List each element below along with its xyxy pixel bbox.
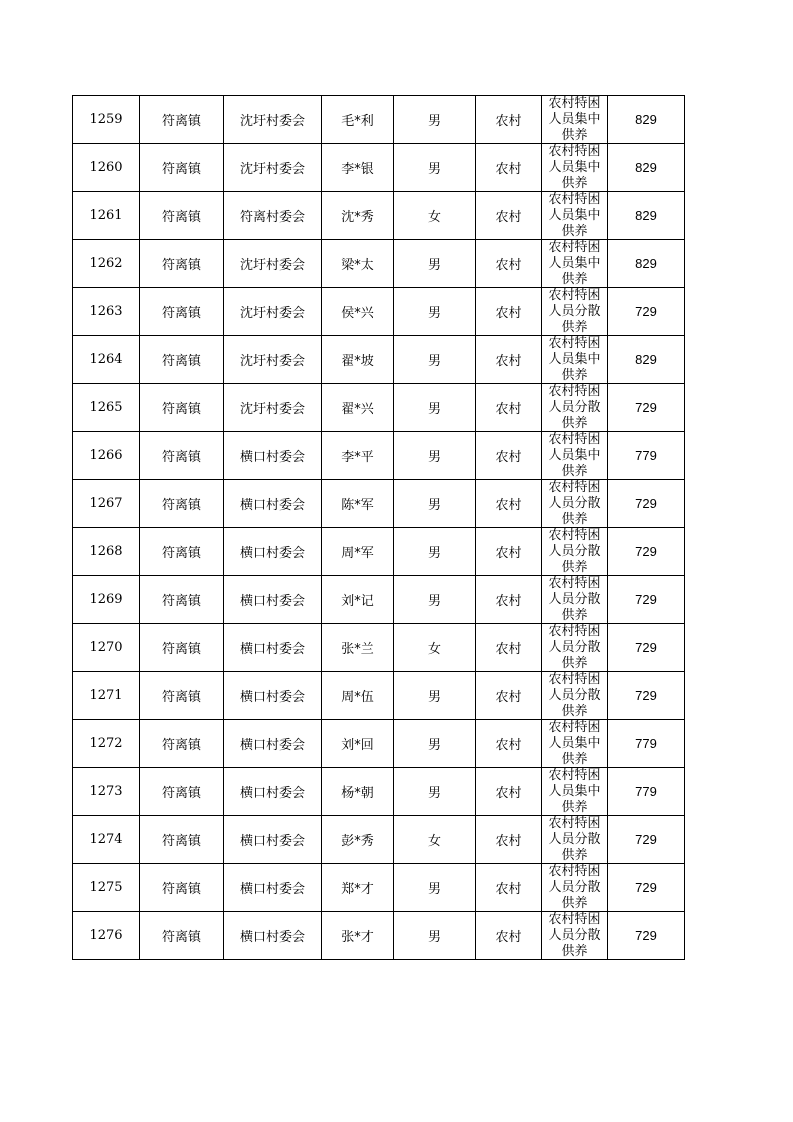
support-category-text: 农村特困人员集中供养 [548, 240, 601, 287]
area-type-cell: 农村 [476, 528, 542, 576]
support-category-text: 农村特困人员分散供养 [548, 576, 601, 623]
support-category-cell [542, 480, 608, 528]
person-name-cell: 彭*秀 [322, 816, 394, 864]
village-committee-cell: 横口村委会 [224, 768, 322, 816]
support-category-cell [542, 672, 608, 720]
gender-cell: 男 [394, 384, 476, 432]
support-category-cell [542, 240, 608, 288]
town-cell: 符离镇 [140, 480, 224, 528]
amount-cell: 829 [608, 240, 685, 288]
table-row [73, 192, 685, 240]
amount-cell: 779 [608, 720, 685, 768]
amount-cell: 729 [608, 624, 685, 672]
table-row [73, 720, 685, 768]
amount-cell: 829 [608, 144, 685, 192]
town-cell: 符离镇 [140, 96, 224, 144]
village-committee-cell: 横口村委会 [224, 672, 322, 720]
table-row [73, 912, 685, 960]
area-type-cell: 农村 [476, 816, 542, 864]
village-committee-cell: 横口村委会 [224, 720, 322, 768]
support-category-cell [542, 528, 608, 576]
support-category-cell [542, 624, 608, 672]
area-type-cell: 农村 [476, 624, 542, 672]
village-committee-cell: 沈圩村委会 [224, 288, 322, 336]
town-cell: 符离镇 [140, 672, 224, 720]
support-category-text: 农村特困人员分散供养 [548, 672, 601, 719]
person-name-cell: 毛*利 [322, 96, 394, 144]
area-type-cell: 农村 [476, 96, 542, 144]
area-type-cell: 农村 [476, 384, 542, 432]
table-row [73, 576, 685, 624]
support-category-cell [542, 864, 608, 912]
area-type-cell: 农村 [476, 240, 542, 288]
support-category-cell [542, 576, 608, 624]
serial-number-cell: 1276 [73, 912, 140, 960]
support-category-cell [542, 384, 608, 432]
amount-cell: 729 [608, 288, 685, 336]
support-category-cell [542, 96, 608, 144]
town-cell: 符离镇 [140, 240, 224, 288]
support-category-cell [542, 144, 608, 192]
village-committee-cell: 沈圩村委会 [224, 96, 322, 144]
person-name-cell: 周*军 [322, 528, 394, 576]
table-row [73, 432, 685, 480]
village-committee-cell: 横口村委会 [224, 624, 322, 672]
table-row [73, 384, 685, 432]
table-row [73, 768, 685, 816]
serial-number-cell: 1268 [73, 528, 140, 576]
area-type-cell: 农村 [476, 864, 542, 912]
serial-number-cell: 1263 [73, 288, 140, 336]
village-committee-cell: 横口村委会 [224, 432, 322, 480]
gender-cell: 男 [394, 432, 476, 480]
amount-cell: 729 [608, 912, 685, 960]
village-committee-cell: 沈圩村委会 [224, 240, 322, 288]
gender-cell: 男 [394, 288, 476, 336]
amount-cell: 729 [608, 480, 685, 528]
support-category-cell [542, 288, 608, 336]
person-name-cell: 刘*记 [322, 576, 394, 624]
village-committee-cell: 横口村委会 [224, 816, 322, 864]
gender-cell: 男 [394, 528, 476, 576]
person-name-cell: 翟*坡 [322, 336, 394, 384]
serial-number-cell: 1275 [73, 864, 140, 912]
table-row [73, 624, 685, 672]
serial-number-cell: 1272 [73, 720, 140, 768]
person-name-cell: 周*伍 [322, 672, 394, 720]
village-committee-cell: 沈圩村委会 [224, 144, 322, 192]
area-type-cell: 农村 [476, 432, 542, 480]
serial-number-cell: 1260 [73, 144, 140, 192]
person-name-cell: 杨*朝 [322, 768, 394, 816]
serial-number-cell: 1264 [73, 336, 140, 384]
village-committee-cell: 横口村委会 [224, 864, 322, 912]
person-name-cell: 刘*回 [322, 720, 394, 768]
support-category-text: 农村特困人员集中供养 [548, 336, 601, 383]
support-category-text: 农村特困人员分散供养 [548, 480, 601, 527]
table-body [73, 96, 685, 960]
village-committee-cell: 横口村委会 [224, 576, 322, 624]
gender-cell: 男 [394, 720, 476, 768]
town-cell: 符离镇 [140, 864, 224, 912]
support-category-text: 农村特困人员分散供养 [548, 528, 601, 575]
amount-cell: 779 [608, 432, 685, 480]
amount-cell: 729 [608, 672, 685, 720]
person-name-cell: 侯*兴 [322, 288, 394, 336]
village-committee-cell: 沈圩村委会 [224, 336, 322, 384]
village-committee-cell: 横口村委会 [224, 480, 322, 528]
town-cell: 符离镇 [140, 624, 224, 672]
document-sheet [72, 95, 685, 960]
support-category-cell [542, 912, 608, 960]
person-name-cell: 张*兰 [322, 624, 394, 672]
amount-cell: 829 [608, 336, 685, 384]
gender-cell: 男 [394, 144, 476, 192]
area-type-cell: 农村 [476, 192, 542, 240]
support-category-text: 农村特困人员分散供养 [548, 864, 601, 911]
serial-number-cell: 1270 [73, 624, 140, 672]
serial-number-cell: 1271 [73, 672, 140, 720]
amount-cell: 729 [608, 528, 685, 576]
town-cell: 符离镇 [140, 336, 224, 384]
table-row [73, 480, 685, 528]
table-row [73, 672, 685, 720]
support-category-cell [542, 816, 608, 864]
gender-cell: 男 [394, 96, 476, 144]
area-type-cell: 农村 [476, 768, 542, 816]
serial-number-cell: 1266 [73, 432, 140, 480]
person-name-cell: 郑*才 [322, 864, 394, 912]
amount-cell: 729 [608, 864, 685, 912]
gender-cell: 男 [394, 576, 476, 624]
support-category-text: 农村特困人员分散供养 [548, 912, 601, 959]
area-type-cell: 农村 [476, 720, 542, 768]
town-cell: 符离镇 [140, 576, 224, 624]
person-name-cell: 沈*秀 [322, 192, 394, 240]
gender-cell: 女 [394, 624, 476, 672]
person-name-cell: 李*银 [322, 144, 394, 192]
gender-cell: 女 [394, 816, 476, 864]
area-type-cell: 农村 [476, 576, 542, 624]
person-name-cell: 陈*军 [322, 480, 394, 528]
town-cell: 符离镇 [140, 720, 224, 768]
area-type-cell: 农村 [476, 144, 542, 192]
amount-cell: 729 [608, 576, 685, 624]
support-category-text: 农村特困人员集中供养 [548, 144, 601, 191]
table-row [73, 816, 685, 864]
village-committee-cell: 横口村委会 [224, 912, 322, 960]
table-row [73, 240, 685, 288]
amount-cell: 829 [608, 96, 685, 144]
support-category-text: 农村特困人员分散供养 [548, 624, 601, 671]
support-category-cell [542, 192, 608, 240]
gender-cell: 男 [394, 864, 476, 912]
serial-number-cell: 1259 [73, 96, 140, 144]
town-cell: 符离镇 [140, 912, 224, 960]
gender-cell: 男 [394, 768, 476, 816]
support-category-text: 农村特困人员集中供养 [548, 768, 601, 815]
support-category-cell [542, 768, 608, 816]
support-category-text: 农村特困人员集中供养 [548, 192, 601, 239]
table-row [73, 96, 685, 144]
support-category-text: 农村特困人员集中供养 [548, 432, 601, 479]
town-cell: 符离镇 [140, 768, 224, 816]
support-category-text: 农村特困人员分散供养 [548, 816, 601, 863]
town-cell: 符离镇 [140, 816, 224, 864]
area-type-cell: 农村 [476, 336, 542, 384]
support-category-text: 农村特困人员分散供养 [548, 288, 601, 335]
support-category-text: 农村特困人员分散供养 [548, 384, 601, 431]
amount-cell: 729 [608, 384, 685, 432]
gender-cell: 男 [394, 672, 476, 720]
gender-cell: 男 [394, 480, 476, 528]
table-row [73, 288, 685, 336]
town-cell: 符离镇 [140, 144, 224, 192]
table-row [73, 864, 685, 912]
serial-number-cell: 1267 [73, 480, 140, 528]
serial-number-cell: 1265 [73, 384, 140, 432]
support-category-cell [542, 432, 608, 480]
area-type-cell: 农村 [476, 480, 542, 528]
serial-number-cell: 1269 [73, 576, 140, 624]
amount-cell: 729 [608, 816, 685, 864]
area-type-cell: 农村 [476, 912, 542, 960]
gender-cell: 男 [394, 912, 476, 960]
serial-number-cell: 1274 [73, 816, 140, 864]
town-cell: 符离镇 [140, 528, 224, 576]
person-name-cell: 李*平 [322, 432, 394, 480]
gender-cell: 男 [394, 240, 476, 288]
amount-cell: 829 [608, 192, 685, 240]
gender-cell: 男 [394, 336, 476, 384]
support-category-cell [542, 336, 608, 384]
table-row [73, 528, 685, 576]
support-category-text: 农村特困人员集中供养 [548, 720, 601, 767]
serial-number-cell: 1261 [73, 192, 140, 240]
beneficiary-table [72, 95, 685, 960]
town-cell: 符离镇 [140, 288, 224, 336]
amount-cell: 779 [608, 768, 685, 816]
town-cell: 符离镇 [140, 192, 224, 240]
serial-number-cell: 1273 [73, 768, 140, 816]
person-name-cell: 翟*兴 [322, 384, 394, 432]
village-committee-cell: 横口村委会 [224, 528, 322, 576]
support-category-cell [542, 720, 608, 768]
serial-number-cell: 1262 [73, 240, 140, 288]
village-committee-cell: 沈圩村委会 [224, 384, 322, 432]
area-type-cell: 农村 [476, 288, 542, 336]
town-cell: 符离镇 [140, 384, 224, 432]
town-cell: 符离镇 [140, 432, 224, 480]
support-category-text: 农村特困人员集中供养 [548, 96, 601, 143]
village-committee-cell: 符离村委会 [224, 192, 322, 240]
area-type-cell: 农村 [476, 672, 542, 720]
table-row [73, 336, 685, 384]
person-name-cell: 张*才 [322, 912, 394, 960]
gender-cell: 女 [394, 192, 476, 240]
person-name-cell: 梁*太 [322, 240, 394, 288]
table-row [73, 144, 685, 192]
